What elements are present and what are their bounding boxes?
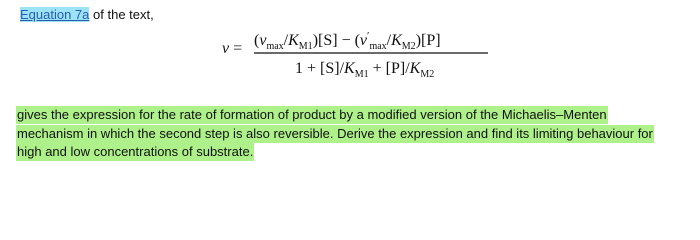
equation-7a-link[interactable]: Equation 7a	[20, 7, 90, 22]
svg-text:1 + [S]/KM1 + [P]/KM2: $1 + [S]/K_{M1} + [P]/K_{M2}$	[295, 60, 435, 80]
paragraph-line	[16, 106, 688, 125]
rate-equation	[0, 0, 700, 80]
paragraph-line	[16, 125, 688, 144]
paragraph-line	[16, 143, 688, 162]
paragraph-line-text: high and low concentrations of substrate.	[17, 144, 254, 159]
svg-text:(vmax/KM1)[S] − (v′max/KM2)[P]: $(v_{max}/K_{M1})[S] - (v'_{max}/K_{M2})[P]$	[254, 30, 441, 52]
equation-graphic	[0, 0, 700, 80]
equation-denominator	[295, 60, 434, 80]
intro-rest-text: of the text,	[89, 7, 154, 22]
equation-numerator	[254, 30, 441, 52]
paragraph-line-text: mechanism in which the second step is also reversible. Derive the expression and find its limiting behaviour for	[17, 125, 653, 141]
equation-lhs: v =	[222, 40, 243, 57]
problem-paragraph	[16, 106, 688, 162]
paragraph-line-text: gives the expression for the rate of formation of product by a modified version of the Michaelis–Menten	[17, 107, 607, 122]
